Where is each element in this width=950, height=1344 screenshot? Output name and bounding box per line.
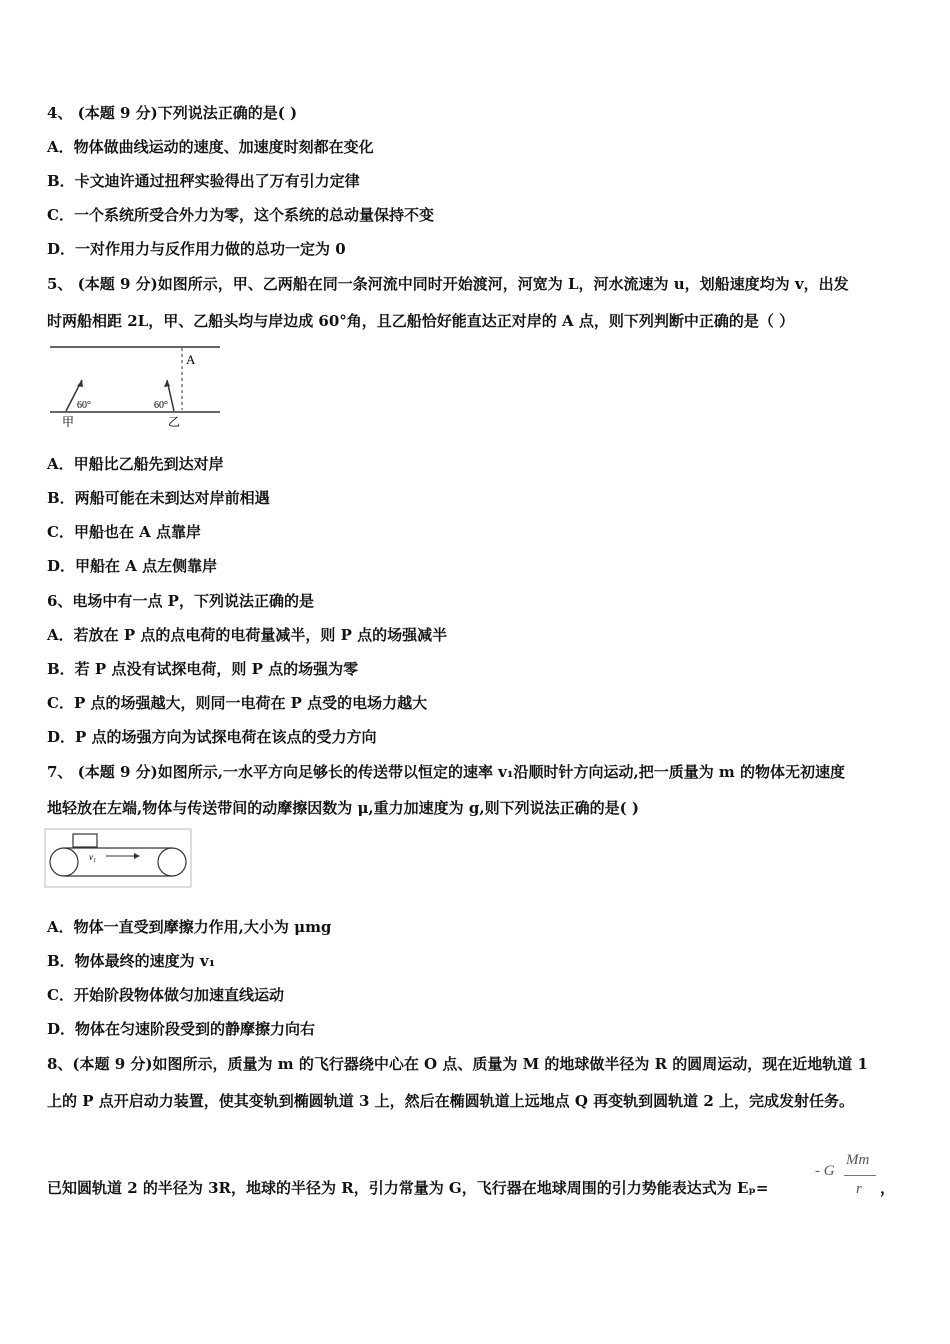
- boat1-label: 甲: [62, 415, 75, 429]
- boat2-label: 乙: [168, 415, 181, 429]
- q7-stem-line2: 地轻放在左端,物体与传送带间的动摩擦因数为 μ,重力加速度为 g,则下列说法正确的是( ): [47, 799, 639, 817]
- q7-stem-line1: 7、 (本题 9 分)如图所示,一水平方向足够长的传送带以恒定的速率 v₁沿顺时针方向运动,把一质量为 m 的物体无初速度: [47, 763, 846, 781]
- formula-denominator: r: [856, 1181, 862, 1197]
- velocity-arrowhead: [134, 853, 140, 859]
- q6-option-d: D．P 点的场强方向为试探电荷在该点的受力方向: [47, 728, 377, 746]
- river-boats-figure: [44, 340, 224, 430]
- right-roller: [158, 848, 186, 876]
- q4-option-b: B．卡文迪许通过扭秤实验得出了万有引力定律: [47, 172, 360, 190]
- q4-stem: 4、 (本题 9 分)下列说法正确的是( ): [47, 104, 298, 122]
- q8-stem-line3: 已知圆轨道 2 的半径为 3R，地球的半径为 R，引力常量为 G，飞行器在地球周围的引力势能表达式为 Eₚ=: [47, 1179, 769, 1197]
- q7-option-a: A．物体一直受到摩擦力作用,大小为 μmg: [47, 918, 332, 936]
- point-a-label: A: [186, 352, 196, 367]
- q8-stem-line2: 上的 P 点开启动力装置，使其变轨到椭圆轨道 3 上，然后在椭圆轨道上远地点 Q 再变轨到圆轨道 2 上，完成发射任务。: [47, 1092, 855, 1110]
- formula-tail: ，: [880, 1179, 896, 1197]
- left-roller: [50, 848, 78, 876]
- figure-frame: [45, 829, 191, 887]
- q7-option-c: C．开始阶段物体做匀加速直线运动: [47, 986, 284, 1004]
- q5-option-d: D．甲船在 A 点左侧靠岸: [47, 557, 218, 575]
- q5-stem-line2: 时两船相距 2L，甲、乙船头均与岸边成 60°角，且乙船恰好能直达正对岸的 A 点，则下列判断中正确的是（ ）: [47, 312, 795, 330]
- q5-option-c: C．甲船也在 A 点靠岸: [47, 523, 202, 541]
- angle1-label: 60°: [77, 400, 91, 411]
- conveyor-belt-figure: [44, 828, 192, 888]
- velocity-label: v₁: [89, 852, 97, 862]
- q7-option-d: D．物体在匀速阶段受到的静摩擦力向右: [47, 1020, 316, 1038]
- q5-option-a: A．甲船比乙船先到达对岸: [47, 455, 224, 473]
- q6-option-c: C．P 点的场强越大，则同一电荷在 P 点受的电场力越大: [47, 694, 428, 712]
- q4-option-a: A．物体做曲线运动的速度、加速度时刻都在变化: [47, 138, 374, 156]
- q5-option-b: B．两船可能在未到达对岸前相遇: [47, 489, 270, 507]
- q5-stem-line1: 5、 (本题 9 分)如图所示，甲、乙两船在同一条河流中同时开始渡河，河宽为 L，河水流速为 u，划船速度均为 v，出发: [47, 275, 849, 293]
- formula-g-sign: - G: [815, 1163, 835, 1179]
- block-object: [73, 834, 97, 847]
- q6-option-a: A．若放在 P 点的点电荷的电荷量减半，则 P 点的场强减半: [47, 626, 448, 644]
- q6-stem: 6、电场中有一点 P，下列说法正确的是: [47, 592, 314, 610]
- q8-stem-line1: 8、(本题 9 分)如图所示，质量为 m 的飞行器绕中心在 O 点、质量为 M 的地球做半径为 R 的圆周运动，现在近地轨道 1: [47, 1055, 868, 1073]
- boat2-arrowhead: [164, 380, 170, 387]
- boat1-arrowhead: [77, 380, 83, 387]
- angle2-label: 60°: [154, 400, 168, 411]
- formula-fraction-bar: [844, 1175, 876, 1176]
- q6-option-b: B．若 P 点没有试探电荷，则 P 点的场强为零: [47, 660, 359, 678]
- formula-numerator: Mm: [846, 1152, 870, 1168]
- q4-option-c: C．一个系统所受合外力为零，这个系统的总动量保持不变: [47, 206, 434, 224]
- q7-option-b: B．物体最终的速度为 v₁: [47, 952, 216, 970]
- q4-option-d: D．一对作用力与反作用力做的总功一定为 0: [47, 240, 346, 258]
